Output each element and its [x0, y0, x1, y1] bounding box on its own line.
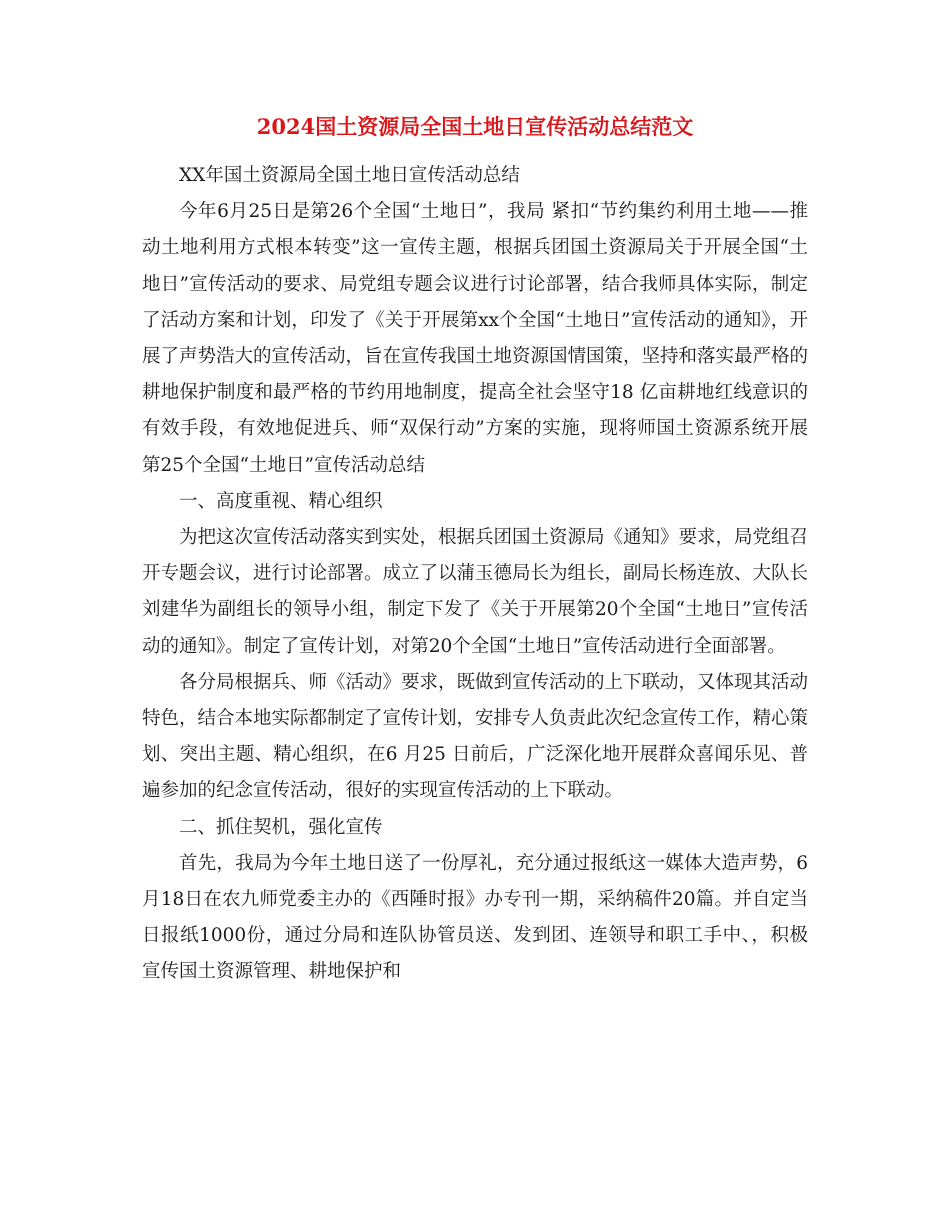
body-paragraph: 为把这次宣传活动落实到实处，根据兵团国土资源局《通知》要求，局党组召开专题会议，进行讨论部署。成立了以蒲玉德局长为组长，副局长杨连放、大队长刘建华为副组长的领导小组，制定下发了《关于开展第20个全国“土地日”宣传活动的通知》。制定了宣传计划，对第20个全国“土地日”宣传活动进行全面部署。 [142, 527, 809, 657]
section-heading-1: 一、高度重视、精心组织 [179, 490, 383, 512]
document-title: 2024国土资源局全国土地日宣传活动总结范文 [256, 114, 694, 139]
body-paragraph: 各分局根据兵、师《活动》要求，既做到宣传活动的上下联动，又体现其活动特色，结合本地实际都制定了宣传计划，安排专人负责此次纪念宣传工作，精心策划、突出主题、精心组织，在6 月25 日前后，广泛深化地开展群众喜闻乐见、普遍参加的纪念宣传活动，很好的实现宣传活动的上下联动。 [142, 671, 809, 802]
section-heading-2: 二、抓住契机，强化宣传 [179, 816, 383, 838]
intro-paragraph: 今年6月25日是第26个全国“土地日”，我局 紧扣“节约集约利用土地——推动土地利用方式根本转变”这一宣传主题，根据兵团国土资源局关于开展全国“土地日”宣传活动的要求、局党组专题会议进行讨论部署，结合我师具体实际，制定了活动方案和计划，印发了《关于开展第xx个全国“土地日”宣传活动的通知》，开展了声势浩大的宣传活动，旨在宣传我国土地资源国情国策，坚持和落实最严格的耕地保护制度和最严格的节约用地制度，提高全社会坚守18 亿亩耕地红线意识的有效手段，有效地促进兵、师“双保行动”方案的实施，现将师国土资源系统开展第25个全国“土地日”宣传活动总结 [142, 201, 809, 476]
body-paragraph: 首先，我局为今年土地日送了一份厚礼，充分通过报纸这一媒体大造声势，6月18日在农九师党委主办的《西陲时报》办专刊一期，采纳稿件20篇。并自定当日报纸1000份，通过分局和连队协管员送、发到团、连领导和职工手中、，积极宣传国土资源管理、耕地保护和 [142, 852, 808, 983]
document-body [142, 158, 808, 991]
subtitle-paragraph: XX年国土资源局全国土地日宣传活动总结 [179, 165, 520, 186]
